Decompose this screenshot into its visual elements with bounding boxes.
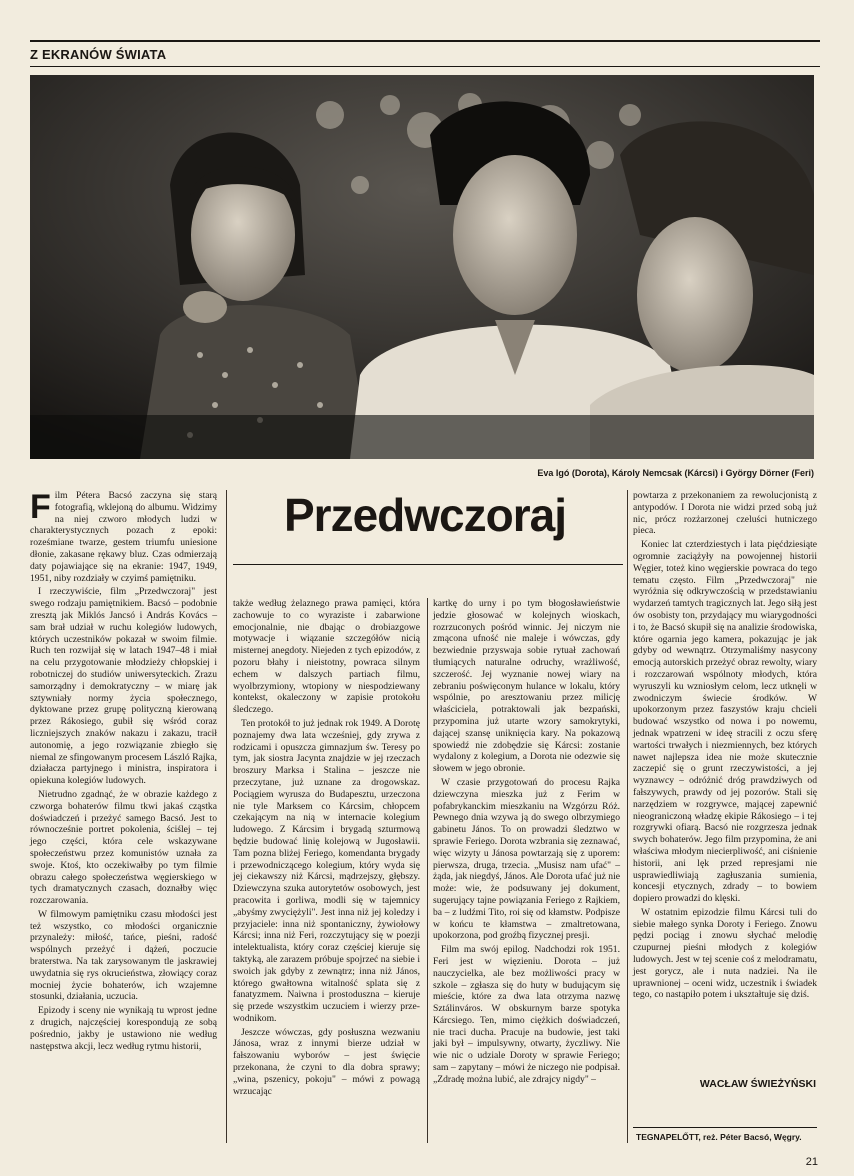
paragraph: Nietrudno zgadnąć, że w obrazie każdego z czworga bohaterów filmu tkwi jakaś cząstka doświadczeń i przeżyć samego Bacsó. Jest to równocześnie portret pokolenia, ściślej – tej jego części, która cele wskazywane społeczeństwu przez komunistów uznała za swoje. Ktoś, kto oczekiwałby po tym filmie obrazu całego społeczeństwa węgierskiego w tych dramatycznych czasach, doznałby więc rozczarowania. [30, 788, 217, 907]
article-column-1 [30, 490, 217, 1052]
paragraph: W czasie przygotowań do procesu Rajka dziewczyna mieszka już z Ferim w pofabrykanckim mieszkaniu na Wzgórzu Róż. Pewnego dnia wzywa ją do swego olbrzymiego gabinetu János. To on prowadzi śledztwo w sprawie Feriego. Dorota wzbrania się zeznawać, więc wizyty u Jánosa powtarzają się z uporem: pierwsza, druga, trzecia. „Musisz nam ufać" – żąda, jak niegdyś, János. Ale Dorota ufać już nie może: wie, że podsuwany jej dokument, sugerujący tajne powiązania Feriego z Rajkiem, ba – z ludźmi Tito, roi się od kłamstw. Podpisze w końcu te kłamstwa – zmaltretowana, upokorzona, pod groźbą fizycznej presji. [433, 776, 620, 942]
paragraph: kartkę do urny i po tym błogosławieństwie jedzie głosować w kolejnych wioskach, rozrzuconych pośród winnic. Jej niczym nie zmącona ufność nie maleje i wówczas, gdy bezwiednie przyswaja sobie rytuał zachowań tłumiących naturalne odruchy, wrażliwość, szczerość. Jej wyznanie nowej wiary na zebraniu poświęconym hulance w lokalu, który wspólnie, po aresztowaniu przez milicję właściciela, potraktowali jak bezpański, przypomina już utarte wzory samokrytyki, dającej szansę uniknięcia kary. Na pokazową spowiedź nie zdobędzie się Kárcsi: zostanie wydalony z kolegium, a Dorota nie odezwie się słowem w jego obronie. [433, 598, 620, 775]
top-rule [30, 40, 820, 42]
article-column-2 [233, 598, 420, 1097]
column-divider [427, 598, 428, 1143]
article-column-3 [433, 598, 620, 1086]
paragraph: Ten protokół to już jednak rok 1949. A Dorotę poznajemy dwa lata wcześniej, gdy zrywa z rodzicami i opuszcza gimnazjum św. Teresy po tym, jak siostra Jacynta znajdzie w jej rzeczach broszury Marksa i Stalina – jeszcze nie przeczytane, już uznane za drogowskaz. Pociągiem wyrusza do Budapesztu, urzeczona nie tyle Marksem co Kárcsim, chłopcem czekającym na nią w internacie kolegium ludowego. Z Kárcsim i brygadą szturmową będzie budować linię kolejową w Jugosławii. Tam pozna bliżej Feriego, komendanta brygady i przewodniczącego kolegium, który wyda się jej ciekawszy niż Kárcsi, mądrzejszy, głębszy. Dziewczyna szuka autorytetów osobowych, jest pracowita i gorliwa, modli się w tajemnicy „abyśmy zwyciężyli". Jest inna niż jej koledzy i przyjaciele: inna niż spontaniczny, żywiołowy Kárcsi; inna niż Feri, rozczytujący się w poezji intelektualista, który coraz częściej kieruje się taktyką, ale zarazem próbuje spojrzeć na siebie i swoich jak gdyby z zewnątrz; inna niż János, którego gwałtowna witalność splata się z fanatyzmem. Naiwna i prostoduszna – kieruje się przede wszystkim uczuciem i wierzy prze-wodnikom. [233, 717, 420, 1024]
column-divider [627, 490, 628, 1143]
dropcap: F [30, 488, 51, 526]
article-column-4 [633, 490, 817, 1001]
paragraph: Jeszcze wówczas, gdy posłuszna wezwaniu Jánosa, wraz z innymi bierze udział w fałszowaniu wyborów – jest święcie przekonana, że czyni to dla dobra sprawy; „wina, pszenicy, pokoju" – mówi z powagą wrzucając [233, 1026, 420, 1097]
section-title: Z EKRANÓW ŚWIATA [30, 47, 167, 62]
author-byline: WACŁAW ŚWIEŻYŃSKI [699, 1078, 816, 1090]
section-rule [30, 66, 820, 67]
paragraph: I rzeczywiście, film „Przedwczoraj" jest swego rodzaju pamiętnikiem. Bacsó – podobnie zresztą jak Miklós Jancsó i András Kovács – sam brał udział w ruchu kolegiów ludowych, których uczestników pokazał w swoim filmie. Ruch ten rozwijał się w latach 1947–48 i miał na celu przygotowanie młodzieży chłopskiej i robotniczej do studiów uniwersyteckich. Zrazu samorządny i demokratyczny – w miarę jak sztywniały normy życia społecznego, dyktowane przez grupę polityczną kierowaną przez Rákosiego, gubił się wśród coraz liczniejszych znaków nakazu i zakazu, tracił autonomię, a jego rozwiązanie zbiegło się niemal ze sfingowanym procesem László Rajka, działacza partyjnego i ministra, inspiratora i opiekuna kolegiów ludowych. [30, 586, 217, 787]
film-credit: TEGNAPELŐTT, reż. Péter Bacsó, Węgry. [636, 1132, 802, 1142]
paragraph: Film Pétera Bacsó zaczyna się starą fotografią, wklejoną do albumu. Widzimy na niej czworo młodych ludzi w charakterystycznych pozach z epoki: roześmiane twarze, gestem triumfu uniesione dłonie, zakasane rękawy bluz. Czas odmierzają daty pojawiające się na ekranie: 1947, 1949, 1951, niby rozdziały w czyimś pamiętniku. [30, 488, 217, 584]
paragraph: Koniec lat czterdziestych i lata pięćdziesiąte ogromnie zaciążyły na powojennej historii Węgier, toteż kino węgierskie powraca do tego tematu często. Film „Przedwczoraj" nie wyróżnia się odkrywczością w przedstawianiu wydarzeń tamtych tragicznych lat. Jego siłą jest ów osobisty ton, przydający mu wiarygodności i to, że Bacsó skupił się na analizie środowiska, które ogarnia jego kamera, pokazując je jak gdyby od wewnątrz. Otrzymaliśmy nasycony emocją autorskich przeżyć obraz rewolty, wiary i rozczarowań wspólnoty młodych, która wyruszyli ku wzniosłym celom, lecz utknęli w zwodniczym świecie środków. W upokorzonym przez faszystów kraju chcieli budować wszystko od nowa i po nowemu, jednak wpatrzeni w ideę stracili z oczu sferę wartości trwałych i niezmiennych, bez których nawet najlepsza idea nie może skutecznie zaczepić się o grunt rzeczywistości, a jej wyznawcy – odróżnić dróg prawdziwych od fałszywych, prawdy od jej pozorów. Stali się narzędziem w rozgrywce, mającej zapewnić nieograniczoną władzę ekipie Rákosiego – i tej rozgrywki ofiarą. Bacsó nie rozgrzesza jednak swych bohaterów. Jego film przypomina, że ani właściwa młodym niecierpliwość, ani ciśnienie historii, ani lęk przed represjami nie usprawiedliwiają zagłuszania sumienia, koncesji etycznych, zdrady – to bowiem dopiero prowadzi do klęski. [633, 539, 817, 905]
paragraph: Film ma swój epilog. Nadchodzi rok 1951. Feri jest w więzieniu. Dorota – już nauczycielka, ale bez możliwości pracy w szkole – zgłasza się do huty w budującym się mieście, które za dwa lata otrzyma nazwę Sztálinváros. W obskurnym barze spotyka Kárcsiego. Ten, mimo ciężkich doświadczeń, nie traci ducha. Pracuje na budowie, jest taki jaki był – impulsywny, otwarty, życzliwy. Nie wie nic o udziale Doroty w sprawie Feriego; sam – zapytany – mówi że niczego nie podpisał. „Zdradę można lubić, ale zdrajcy nigdy" – [433, 944, 620, 1085]
photo-caption: Eva Igó (Dorota), Károly Nemcsak (Kárcsi) i György Dörner (Feri) [537, 468, 814, 478]
credit-rule [633, 1127, 817, 1128]
paragraph: W ostatnim epizodzie filmu Kárcsi tuli do siebie małego synka Doroty i Feriego. Znowu pędzi pociąg i znowu słychać melodię czupurnej pieśni młodych z kolegiów ludowych. Jest w tej scenie coś z melodramatu, jest gorycz, ale i nuta nadziei. Na ile uprawnionej – oceni widz, uczestnik i świadek tego, co nastąpiło potem i ukształtuje się dziś. [633, 906, 817, 1001]
article-headline: Przedwczoraj [284, 489, 566, 541]
paragraph: Epizody i sceny nie wynikają tu wprost jedne z drugich, najczęściej korespondują ze sobą pośrednio, jakby je ustawiono nie według następstwa akcji, lecz według rytmu historii, [30, 1005, 217, 1052]
paragraph: także według żelaznego prawa pamięci, która zachowuje to co wyraziste i zabarwione emocjonalnie, nie dbając o drobiazgowe motywacje i wiązanie szczegółów nicią misternej anegdoty. Niejeden z tych epizodów, z pozoru błahy i nieistotny, powraca silnym echem w dalszych partiach filmu, wyolbrzymiony, wtopiony w niespodziewany kontekst, okaleczony w zapisie protokołu śledczego. [233, 598, 420, 716]
film-still-photo [30, 75, 814, 459]
column-divider [226, 490, 227, 1143]
paragraph: powtarza z przekonaniem za rewolucjonistą z antypodów. I Dorota nie widzi przed sobą już nic, prócz rozżarzonej czeluści hutniczego pieca. [633, 490, 817, 537]
headline-underline [233, 564, 623, 565]
page-number: 21 [805, 1156, 818, 1168]
paragraph: W filmowym pamiętniku czasu młodości jest też wszystko, co młodości organicznie przynależy: miłość, tańce, pieśni, radość wspólnych przeżyć i dążeń, poczucie braterstwa. Na tak zarysowanym tle jaskrawiej uwydatnia się rys okrucieństwa, złowiący coraz mocniej życie bohaterów, ich wzajemne stosunki, działania, uczucia. [30, 908, 217, 1003]
